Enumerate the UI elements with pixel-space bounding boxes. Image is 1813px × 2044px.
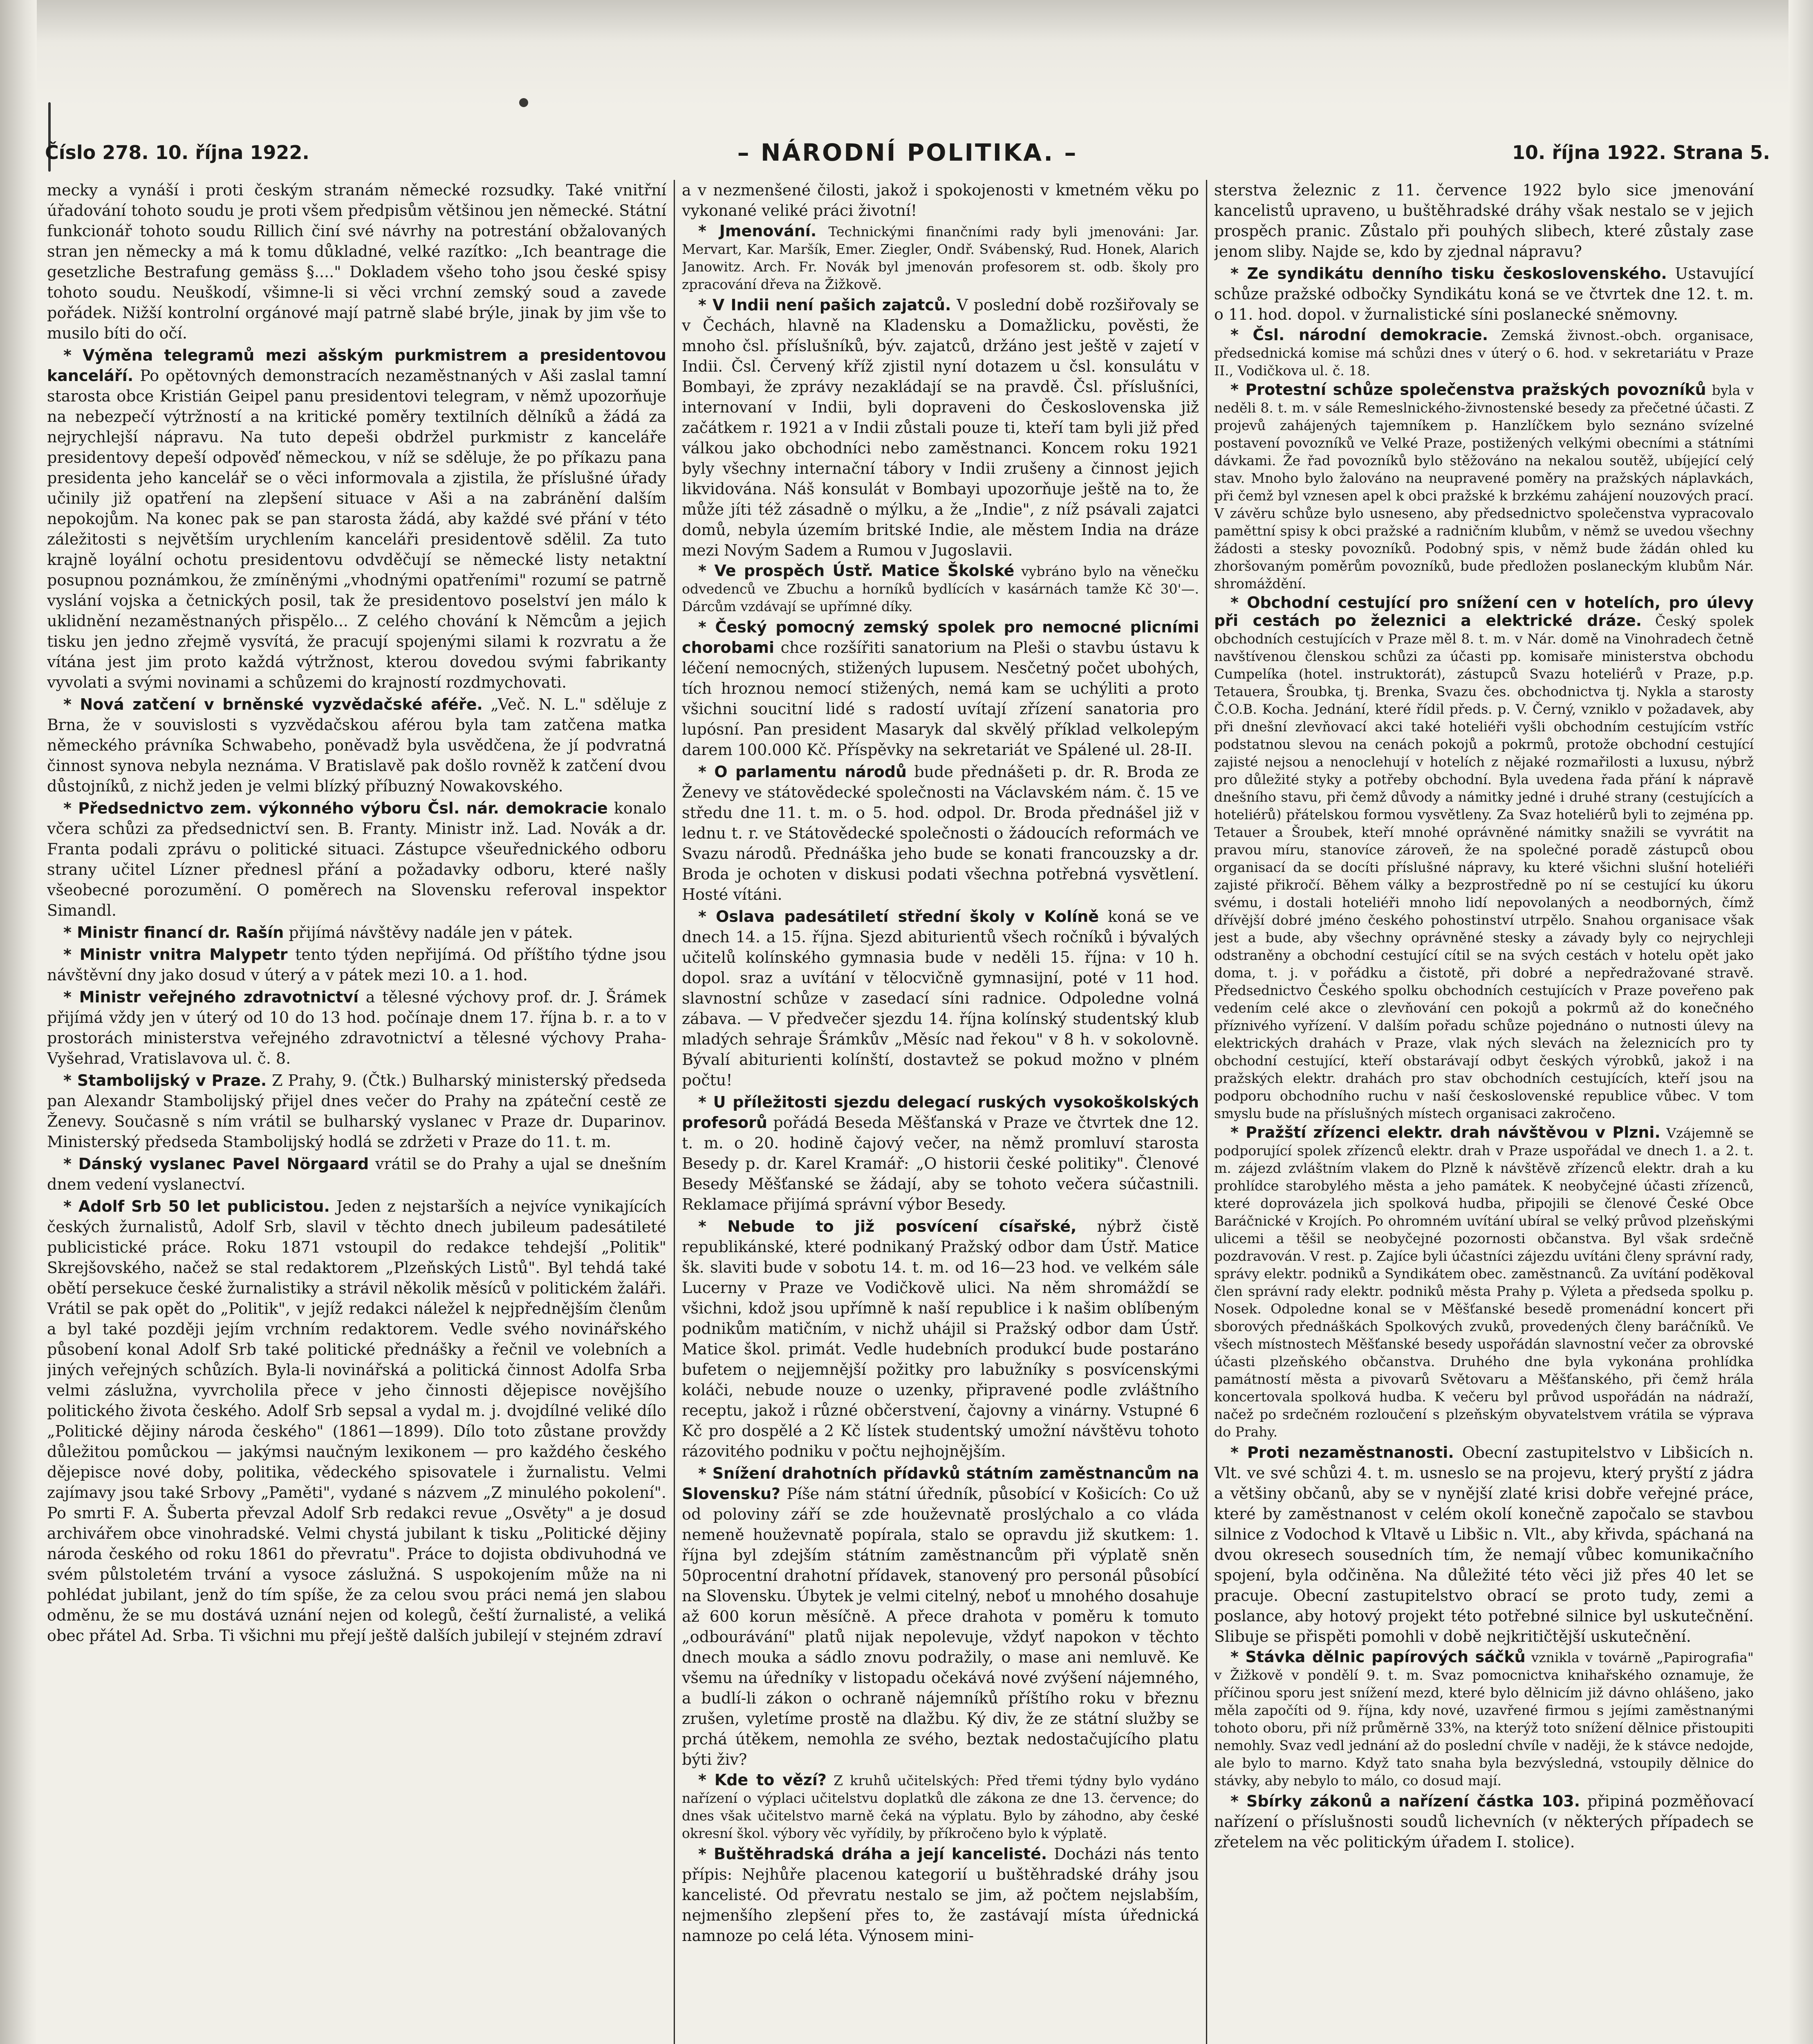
article-column-2 — [682, 180, 1199, 2044]
article-headline: * Výměna telegramů mezi ašským purkmistrem a presidentovou kanceláří. — [47, 346, 666, 385]
article-paragraph — [47, 944, 666, 985]
article-headline: * Buštěhradská dráha a její kancelisté. — [698, 1845, 1047, 1863]
article-headline: * Stambolijský v Praze. — [63, 1071, 267, 1089]
article-column-3 — [1214, 180, 1754, 2044]
issue-number-date: Číslo 278. 10. října 1922. — [45, 141, 309, 164]
article-paragraph — [682, 222, 1199, 293]
article-text: Píše nám státní úředník, působící v Košicích: Co už od poloviny září se zde houževnatě proslýchalo a co vláda nemeně houževnatě popírala, stalo se opravdu již skutkem: 1. října byl zdejším státním zaměstnancům při výplatě sněn 50procentní drahotní přídavek, stanovený pro personál působící na Slovensku. Úbytek je velmi citelný, neboť u mnohého dosahuje až 600 korun měsíčně. A přece drahota v poměru k tomuto „odbourávání" platů nijak nepolevuje, vždyť napokon v těchto dnech mouka a sádlo znovu podražily, o mase ani nemluvě. Ke všemu na úředníky v listopadu očekává nové zvýšení nájemného, a budlí-li zákon o ochraně nájemníků příštího roku v březnu zrušen, vyletíme prostě na dlažbu. Ký div, že ze státní služby se prchá útěkem, nemohla ze svého, beztak nedostačujícího platu býti živ? — [682, 1485, 1199, 1768]
article-text: vybráno bylo na věnečku odvedenců ve Zbuchu a horníků bydlících v kasárnách tamže Kč 30'—. Dárcům vzdávají se upřímné díky. — [682, 563, 1199, 614]
article-paragraph — [1214, 1791, 1754, 1852]
article-paragraph — [47, 180, 666, 343]
article-paragraph — [47, 345, 666, 693]
page-edge-shadow-top — [0, 0, 1813, 106]
article-headline: * Nebude to již posvícení císařské, — [698, 1217, 1077, 1235]
article-text: byla v neděli 8. t. m. v sále Remeslnického-živnostenské besedy za přečetné účasti. Z projevů zahájených tajemníkem p. Hanzlíčkem bylo seznáno svízelné postavení povozníků ve Velké Praze, postižených velkými obecními a státními dávkami. Že řad povozníků bylo stěžováno na nekalou soutěž, ubíjející celý stav. Mnoho bylo žalováno na neupravené poměry na pražských náplavkách, při čemž byl vznesen apel k obci pražské k brzkému zahájení nouzových prací. V závěru schůze bylo usneseno, aby předsednictvo společenstva vypracovalo paměttní spisy k obci pražské a radničním klubům, v němž se uvedou všechny žádosti a stesky povozníků. Podobný spis, v němž bude žádán ohled ku zhoršovaným poměrům povozníků, bude předložen poslaneckým klubům Nár. shromáždění. — [1214, 382, 1754, 592]
article-paragraph — [1214, 326, 1754, 379]
article-text: chce rozšířiti sanatorium na Pleši o stavbu ústavu k léčení nemocných, stižených lupusem. Nesčetný počet ubohých, tích hroznou nemocí stižených, nemá kam se uchýliti a proto všichni soucitní lidé s radostí uvítají zřízení sanatoria pro lupósní. Pan president Masaryk dal skvělý příklad velkolepým darem 100.000 Kč. Příspěvky na sekretariát ve Spálené ul. 28-II. — [682, 639, 1199, 759]
article-headline: * Snížení drahotních přídavků státním zaměstnancům na Slovensku? — [682, 1464, 1199, 1503]
date-page-number: 10. října 1922. Strana 5. — [1512, 141, 1770, 164]
article-headline: * Sbírky zákonů a nařízení částka 103. — [1230, 1792, 1580, 1810]
article-headline: * Dánský vyslanec Pavel Nörgaard — [63, 1155, 369, 1173]
article-text: Z kruhů učitelských: Před třemi týdny bylo vydáno nařízení o výplaci učitelstvu doplatků dle zákona ze dne 13. července; do dnes však učitelstvo marně čeká na výplatu. Bylo by záhodno, aby české okresní škol. výbory věc vyřídily, by příkročeno bylo k výplatě. — [682, 1773, 1199, 1841]
article-paragraph — [1214, 1124, 1754, 1441]
article-headline: * Adolf Srb 50 let publicistou. — [63, 1197, 330, 1215]
article-text: nýbrž čistě republikánské, které podnikaný Pražský odbor dam Ústř. Matice šk. slaviti bude v sobotu 14. t. m. od 16—23 hod. ve velkém sále Lucerny v Praze ve Vodičkově ulici. Na něm shromáždí se všichni, kdož jsou upřímně k naší republice i k našim oblíbeným podnikům matičním, v nichž uhájil si Pražský odbor dam Ústř. Matice škol. primát. Vedle hudebních produkcí bude postaráno bufetem o nejjemnější požitky pro labužníky s posvícenskými koláči, nebude nouze o uzenky, připravené podle zvláštního receptu, jakož i různé občerstvení, čajovny a vinárny. Vstupné 6 Kč pro dospělé a 2 Kč lístek studentský umožní návštěvu tohoto rázovitého podniku v počtu nejhojnějším. — [682, 1217, 1199, 1460]
article-paragraph — [682, 1216, 1199, 1461]
article-text: Docházi nás tento přípis: Nejhůře placenou kategorií u buštěhradské dráhy jsou kancelisté. Od převratu nestalo se jim, až počtem nejslabším, nejmenšího zlepšení přes to, že zastávají místa úřednická namnoze po celá léta. Výnosem mini- — [682, 1845, 1199, 1945]
article-column-1 — [47, 180, 666, 2044]
article-text: pořádá Beseda Měšťanská v Praze ve čtvrtek dne 12. t. m. o 20. hodině čajový večer, na němž promluví starosta Besedy p. dr. Karel Kramář: „O historii české politiky". Členové Besedy Měšťanské se žádají, aby se tohoto večera súčastnili. Reklamace přijímá správní výbor Besedy. — [682, 1114, 1199, 1213]
article-text: Jeden z nejstarších a nejvíce vynikajících českých žurnalistů, Adolf Srb, slavil v těchto dnech jubileum padesátileté publicistické práce. Roku 1871 vstoupil do redakce tehdejší „Politik" Skrejšovského, načež se stal redaktorem „Plzeňských Listů". Byl tehdá také obětí persekuce české žurnalistiky a strávil několik měsíců v politickém žaláři. Vrátil se pak opět do „Politik", v jejíž redakci náležel k nejpřednějším členům a byl také později jejím vrchním redaktorem. Vedle svého novinářského působení konal Adolf Srb také politické přednášky a řečnil ve volebních a jiných veřejných schůzích. Byla-li novinářská a politická činnost Adolfa Srba velmi záslužna, vyvrcholila přece v jeho činnosti dějepisce novějšího politického života českého. Adolf Srb sepsal a vydal m. j. dvojdílné veliké dílo „Politické dějiny národa českého" (1861—1899). Dílo toto zůstane provždy důležitou pomůckou — jakýmsi naučným lexikonem — pro každého českého dějepisce nové doby, politika, vědeckého spisovatele i žurnalistu. Velmi zajímavy jsou také Srbovy „Paměti", vydané s názvem „Z minulého pokolení". Po smrti F. A. Šuberta převzal Adolf Srb redakci revue „Osvěty" a je dosud archivářem obce vinohradské. Velmi chystá jubilant k tisku „Politické dějiny národa českého od roku 1861 do převratu". Práce to dojista obdivuhodná ve svém půlstoletém trvání a vysoce záslužná. S uspokojením může na ni pohlédat jubilant, jenž do tím spíše, že za celou svou práci nemá jen slabou odměnu, že se mu dostává uznání nejen od kolegů, čeští žurnalisté, a veliká obec přátel Ad. Srba. Ti všichni mu přejí ještě dalších jubilejí v stejném zdraví — [47, 1197, 666, 1645]
page-edge-shadow-right — [1788, 0, 1813, 2044]
article-paragraph — [682, 906, 1199, 1090]
article-headline: * U příležitosti sjezdu delegací ruských vysokoškolských profesorů — [682, 1093, 1199, 1132]
article-text: Obecní zastupitelstvo v Libšicích n. Vlt. ve své schůzi 4. t. m. usneslo se na projevu, který pryští z jádra a většiny občanů, aby se v nynější zlaté krisi dobře veřejné práce, které by zaměstnanost v celém okolí konečně započalo se stavbou silnice z Vodochod k Vltavě u Libšic n. Vlt., aby křivda, spáchaná na dvou okresech sousedních tím, že nemají vůbec komunikačního spojení, byla odčiněna. Na důležité této věci již přes 40 let se pracuje. Obecní zastupitelstvo obrací se proto tudy, zemi a poslance, aby hotový projekt této potřebné silnice byl uskutečnění. Slibuje se přispěti pomohli v době nejkritičtější uskutečnění. — [1214, 1443, 1754, 1645]
article-paragraph — [682, 562, 1199, 615]
article-text: Ustavující schůze pražské odbočky Syndikátu koná se ve čtvrtek dne 12. t. m. o 11. hod. dopol. v žurnalistické síni poslanecké sněmovny. — [1214, 264, 1754, 323]
article-headline: * Ministr vnitra Malypetr — [63, 946, 288, 964]
article-paragraph — [47, 1196, 666, 1646]
article-text: a tělesné výchovy prof. dr. J. Šrámek přijímá vždy jen v úterý od 10 do 13 hod. počínaje dnem 17. října b. r. a to v prostorách ministerstva veřejného zdravotnictví a tělesné výchovy Praha-Vyšehrad, Vratislavova ul. č. 8. — [47, 988, 666, 1067]
article-paragraph — [47, 1070, 666, 1152]
article-paragraph — [47, 922, 666, 943]
article-text: „Več. N. L." sděluje z Brna, že v souvislosti s vyzvědačskou aférou byla tam zatčena matka německého právníka Schwabeho, poněvadž byla usvědčena, že jí podvratná činnost synova nebyla neznáma. V Bratislavě pak došlo rovněž k zatčení dvou důstojníků, z nichž jeden je velmi blízký příbuzný Nowakovského. — [47, 695, 666, 795]
article-headline: * Ve prospěch Ústř. Matice Školské — [698, 562, 1015, 580]
article-text: vznikla v továrně „Papirografia" v Žižkově v pondělí 9. t. m. Svaz pomocnictva knihařského oznamuje, že příčinou sporu jest snížení mezd, které bylo dělnicím již dávno ohlášeno, jako měla započíti od 9. října, kdy nové, uzavřené firmou s jejími zaměstnanými tohoto oboru, při níž průměrně 33%, na kterýž toto snížení dělnice přistoupiti nemohly. Svaz vedl jednání až do poslední chvíle v naději, že k stávce nedojde, ale bylo to marno. Když tato snaha byla bezvýsledná, vstoupily dělnice do stávky, aby nebylo to málo, co dosud mají. — [1214, 1650, 1754, 1788]
article-paragraph — [682, 295, 1199, 560]
article-paragraph — [682, 1844, 1199, 1946]
article-headline: * Ze syndikátu denního tisku československého. — [1230, 264, 1667, 282]
article-paragraph — [47, 1154, 666, 1195]
article-text: sterstva železnic z 11. července 1922 bylo sice jmenování kancelistů upraveno, u buštěhradské dráhy však nestalo se v jejich prospěch pranic. Zůstalo při pouhých slibech, které zůstaly zase jenom sliby. Najde se, kdo by zjednal nápravu? — [1214, 181, 1754, 260]
article-paragraph — [682, 1463, 1199, 1770]
article-text: tento týden nepřijímá. Od příštího týdne jsou návštěvní dny jako dosud v úterý a v pátek mezi 10. a 1. hod. — [47, 946, 666, 984]
article-text: V poslední době rozšiřovaly se v Čechách, hlavně na Kladensku a Domažlicku, pověsti, že mnoho čsl. příslušníků, býv. zajatců, držáno jest ještě v zajetí v Indii. Čsl. Červený kříž zjistil nyní dotazem u čsl. konsulátu v Bombayi, že zprávy nezakládají se na pravdě. Čsl. příslušníci, internovaní v Indii, byli dopraveni do Československa již začátkem r. 1921 a v Indii zůstali pouze ti, kteří tam byli již před válkou jako obchodníci nebo zaměstnanci. Koncem roku 1921 byly všechny internační tábory v Indii zrušeny a činnost jejich likvidována. Náš konsulát v Bombayi upozorňuje ještě na to, že může jíti též zásadně o mýlku, a že „Indie", z níž psávali zajatci domů, nebyla územím britské Indie, ale městem India na dráze mezi Novým Sadem a Rumou v Jugoslavii. — [682, 296, 1199, 559]
article-headline: * Oslava padesátiletí střední školy v Kolíně — [698, 908, 1099, 926]
column-divider — [1206, 180, 1207, 2044]
article-headline: * Obchodní cestující pro snížení cen v hotelích, pro úlevy při cestách po železnici a elektrické dráze. — [1214, 594, 1754, 630]
article-paragraph — [47, 694, 666, 796]
article-headline: * V Indii není pašich zajatců. — [698, 296, 951, 314]
article-text: přijímá návštěvy nadále jen v pátek. — [289, 923, 573, 941]
article-headline: * O parlamentu národů — [698, 763, 907, 781]
article-paragraph — [682, 1771, 1199, 1842]
article-headline: * Protestní schůze společenstva pražských povozníků — [1230, 381, 1706, 399]
article-paragraph — [682, 617, 1199, 760]
article-headline: * Čsl. národní demokracie. — [1230, 326, 1488, 344]
page-header — [45, 130, 1770, 175]
article-text: Technickými finančními rady byli jmenováni: Jar. Mervart, Kar. Maršík, Emer. Ziegler, Ondř. Svábenský, Rud. Honek, Alarich Janowitz. Arch. Fr. Novák byl jmenován profesorem st. odb. školy pro zpracování dřeva na Žižkově. — [682, 224, 1199, 292]
article-text: Po opětovných demonstracích nezaměstnaných v Aši zaslal tamní starosta obce Kristián Geipel panu presidentovi telegram, v němž upozorňuje na nebezpečí výtržností a na kritické poměry textilních dělníků a žádá za nejrychlejší nápravu. Na tuto depeši obdržel purkmistr z kanceláře presidentovy depeší odpověď německou, v níž se sděluje, že po příkazu pana presidenta jeho kancelář se o věci informovala a zjistila, že příslušné úřady učinily již opatření na zlepšení situace v Aši a na zabránění dalším nepokojům. Na konec pak se pan starosta žádá, aby každé své přání v této záležitosti s největším urychlením kanceláři presidentově sdělil. Za tuto krajně loyální ochotu presidentovu odvděčují se německé listy netaktní posupnou poznámkou, že zmíněnými „vhodnými opatřeními" rozumí se patrně vyslání vojska a četnických posil, tak že presidentovo poselství jen málo k uklidnění nezaměstnaných přispělo... Z celého chování k Němcům a jejich tisku jen jedno zřejmě vysvítá, že pracují spojenými silami k rozvratu a že vítána jest jim proto každá výtržnost, kterou dovedou svými fabrikanty vyvolati a svými novinami a schůzemi do krajností rozdmychovati. — [47, 367, 666, 691]
article-headline: * Jmenování. — [698, 222, 817, 240]
article-paragraph — [47, 798, 666, 921]
article-headline: * Nová zatčení v brněnské vyzvědačské aféře. — [63, 695, 483, 713]
article-text: vrátil se do Prahy a ujal se dnešním dnem vedení vyslanectví. — [47, 1155, 666, 1193]
article-text: koná se ve dnech 14. a 15. října. Sjezd abiturientů všech ročníků i bývalých učitelů kolínského gymnasia bude v neděli 15. října: v 10 h. dopol. sraz a uvítání v tělocvičně gymnasijní, poté v 11 hod. slavnostní schůze v zasedací síni radnice. Odpoledne volná zábava. — V předvečer sjezdu 14. října kolínský studentský klub mladých sehraje Šrámkův „Měsíc nad řekou" v 8 h. v sokolovně. Bývalí abiturienti kolínští, dostavtež se pokud možno v plném počtu! — [682, 908, 1199, 1089]
article-headline: * Ministr financí dr. Rašín — [63, 923, 284, 941]
article-text: Zemská živnost.-obch. organisace, předsednická komise má schůzi dnes v úterý o 6. hod. v sekretariátu v Praze II., Vodičkova ul. č. 18. — [1214, 327, 1754, 379]
article-text: Vzájemně se podporující spolek zřízenců elektr. drah v Praze uspořádal ve dnech 1. a 2. t. m. zájezd zvláštním vlakem do Plzně k návštěvě zřízenců elektr. drah a ku prohlídce starobylého města a jeho památek. K neobyčejné účasti zřízenců, které doprovázela jich spolková hudba, připojili se členové České Obce Baráčnické v Krojích. Po ohromném uvítání ubíral se velký průvod plzeňskými ulicemi a těšil se neobyčejné pozornosti občanstva. Byl však srdečně pozdravován. V rest. p. Zajíce byli účastníci zájezdu uvítáni členy správní rady, správy elektr. podniků a Syndikátem obec. zaměstnanců. Za uvítání poděkoval člen správní rady elektr. podniků města Prahy p. Výleta a předseda spolku p. Nosek. Odpoledne konal se v Měšťanské besedě promenádní koncert při sborových přednáškách Spolkových zvuků, provedených členy baráčníků. Ve všech místnostech Měšťanské besedy uspořádán slavnostní večer za obrovské účasti plzeňského občanstva. Druhého dne byla vykonána prohlídka památností města a pivovarů Světovaru a Měšťanského, při čemž hrála koncertovala spolková hudba. K večeru byl průvod uspořádán na nádraží, načež po srdečném rozloučení s plzeňským obyvatelstvem vrátila se výprava do Prahy. — [1214, 1125, 1754, 1440]
article-headline: * Český pomocný zemský spolek pro nemocné plicními chorobami — [682, 618, 1199, 657]
article-headline: * Předsednictvo zem. výkonného výboru Čsl. nár. demokracie — [63, 799, 608, 817]
punch-hole-mark — [519, 98, 528, 107]
article-paragraph — [682, 762, 1199, 905]
column-divider — [674, 180, 675, 2044]
article-paragraph — [47, 987, 666, 1069]
article-paragraph — [1214, 180, 1754, 262]
article-headline: * Pražští zřízenci elektr. drah návštěvou v Plzni. — [1230, 1123, 1661, 1141]
article-text: Z Prahy, 9. (Čtk.) Bulharský ministerský předseda pan Alexandr Stambolijský přijel dnes večer do Prahy na zpáteční cestě ze Ženevy. Současně s ním vrátil se bulharský vyslanec v Praze dr. Duparinov. Ministerský předseda Stambolijský hodlá se zdržeti v Praze do 11. t. m. — [47, 1071, 666, 1151]
article-text: bude přednášeti p. dr. R. Broda ze Ženevy ve státovědecké společnosti na Václavském nám. č. 15 ve středu dne 11. t. m. o 5. hod. odpol. Dr. Broda přednášel již v lednu t. r. ve Státovědecké společnosti o žádoucích reformách ve Svazu národů. Přednáška jeho bude se konati francouzsky a dr. Broda je ochoten v diskusi podati všechna potřebná vysvětlení. Hosté vítáni. — [682, 763, 1199, 903]
newspaper-title: – NÁRODNÍ POLITIKA. – — [737, 139, 1078, 166]
article-headline: * Ministr veřejného zdravotnictví — [63, 988, 359, 1006]
article-text: konalo včera schůzi za předsednictví sen. B. Franty. Ministr inž. Lad. Novák a dr. Franta podali zprávu o politické situaci. Zástupce všeuřednického odboru strany učitel Lízner přednesl přání a požadavky odboru, které našly všeobecné porozumění. O poměrech na Slovensku referoval inspektor Simandl. — [47, 799, 666, 919]
article-text: a v nezmenšené čilosti, jakož i spokojenosti v kmetném věku po vykonané veliké práci životní! — [682, 181, 1199, 220]
article-headline: * Kde to vězí? — [698, 1771, 827, 1789]
article-paragraph — [1214, 1442, 1754, 1647]
article-paragraph — [1214, 263, 1754, 325]
article-paragraph — [682, 180, 1199, 221]
article-headline: * Proti nezaměstnanosti. — [1230, 1443, 1454, 1461]
article-paragraph — [682, 1092, 1199, 1215]
article-paragraph — [1214, 594, 1754, 1122]
article-paragraph — [1214, 381, 1754, 592]
article-text: Český spolek obchodních cestujících v Praze měl 8. t. m. v Nár. domě na Vinohradech četně navštívenou členskou schůzi za účasti pp. komisaře ministerstva obchodu Cumpelíka (hotel. instruktorát), zástupců Svazu hoteliérů v Praze, p.p. Tetauera, Šroubka, tj. Brenka, Svazu čes. obchodnictva tj. Nykla a starosty Č.O.B. Kocha. Jednání, které řídil předs. p. V. Černý, vzniklo v požadavek, aby při dnešní zlevňovací akci také hoteliéři vyšli obchodním cestujícím vstříc podstatnou slevou na cenách pokojů a pokrmů, protože obchodní cestující zajisté nejsou a nenoclehují v hotelích z nějaké rozmařilosti a luxusu, nýbrž pro důležité styky a potřeby obchodní. Byla uvedena řada přání k nápravě dnešního stavu, při čemž důvody a námitky jedné i druhé strany (cestujících a hoteliérů) přátelskou formou vysvětleny. Za Svaz hoteliérů byli to zejména pp. Tetauer a Šroubek, kteří mnohé oprávněné námitky snažili se vyvrátit na pravou míru, stanovíce zároveň, že na společné poradě zástupců obou organisací da se docíti příslušné nápravy, ku které všichni slušní hoteliéři zajisté přikročí. Během války a bezprostředně po ní se cestující ku úkoru svému, i dostali hoteliéři mnoho lidí nepovolaných a neodborných, čímž dřívější dobré jméno českého pohostinství utrpělo. Snahou organisace však jest a bude, aby všechny oprávněné stesky a závady byly co nejrychleji odstraněny a obchodní cestující cítil se na svých cestách v hotelu opět jako doma, t. j. v pořádku a čistotě, při dobré a nepředražované stravě. Předsednictvo Českého spolku obchodních cestujících v Praze poveřeno pak vedením celé akce o zlevňování cen pokojů a pokrmů až do konečného příznivého vyřízení. V dalším pořadu schůze pojednáno o nutnosti úlevy na elektrických drahách v Praze, vlak ných slevách na železnicích pro ty obchodní cestující, kteří obstarávají odbyt českých výrobků, jakož i na pražských elektr. drahách pro stav obchodních cestujících, kteří jsou na podporu obchodního ruchu v naší československé republice vůbec. V tom smyslu bude na příslušných místech organisaci zakročeno. — [1214, 613, 1754, 1121]
page-edge-shadow-left — [0, 0, 37, 2044]
article-text: mecky a vynáší i proti českým stranám německé rozsudky. Také vnitřní úřadování tohoto soudu je proti všem předpisům většinou jen německé. Státní funkcionář tohoto soudu Rillich činí své návrhy na potrestání obžalovaných stran jen německy a má k tomu důkladné, velké razítko: „Ich beantrage die gesetzliche Bestrafung gemäss §...." Dokladem všeho toho jsou české spisy tohoto soudu. Neuškodí, všimne-li si věci vrchní zemský soud a zavede pořádek. Nižší kontrolní orgánové mají patrně slabé brýle, jinak by jim vše to musilo bíti do očí. — [47, 181, 666, 342]
article-text: připiná pozměňovací nařízení o příslušnosti soudů lichevních (v některých případech se zřetelem na věc politickým úřadem I. stolice). — [1214, 1792, 1754, 1851]
article-headline: * Stávka dělnic papírových sáčků — [1230, 1648, 1526, 1666]
article-paragraph — [1214, 1648, 1754, 1789]
